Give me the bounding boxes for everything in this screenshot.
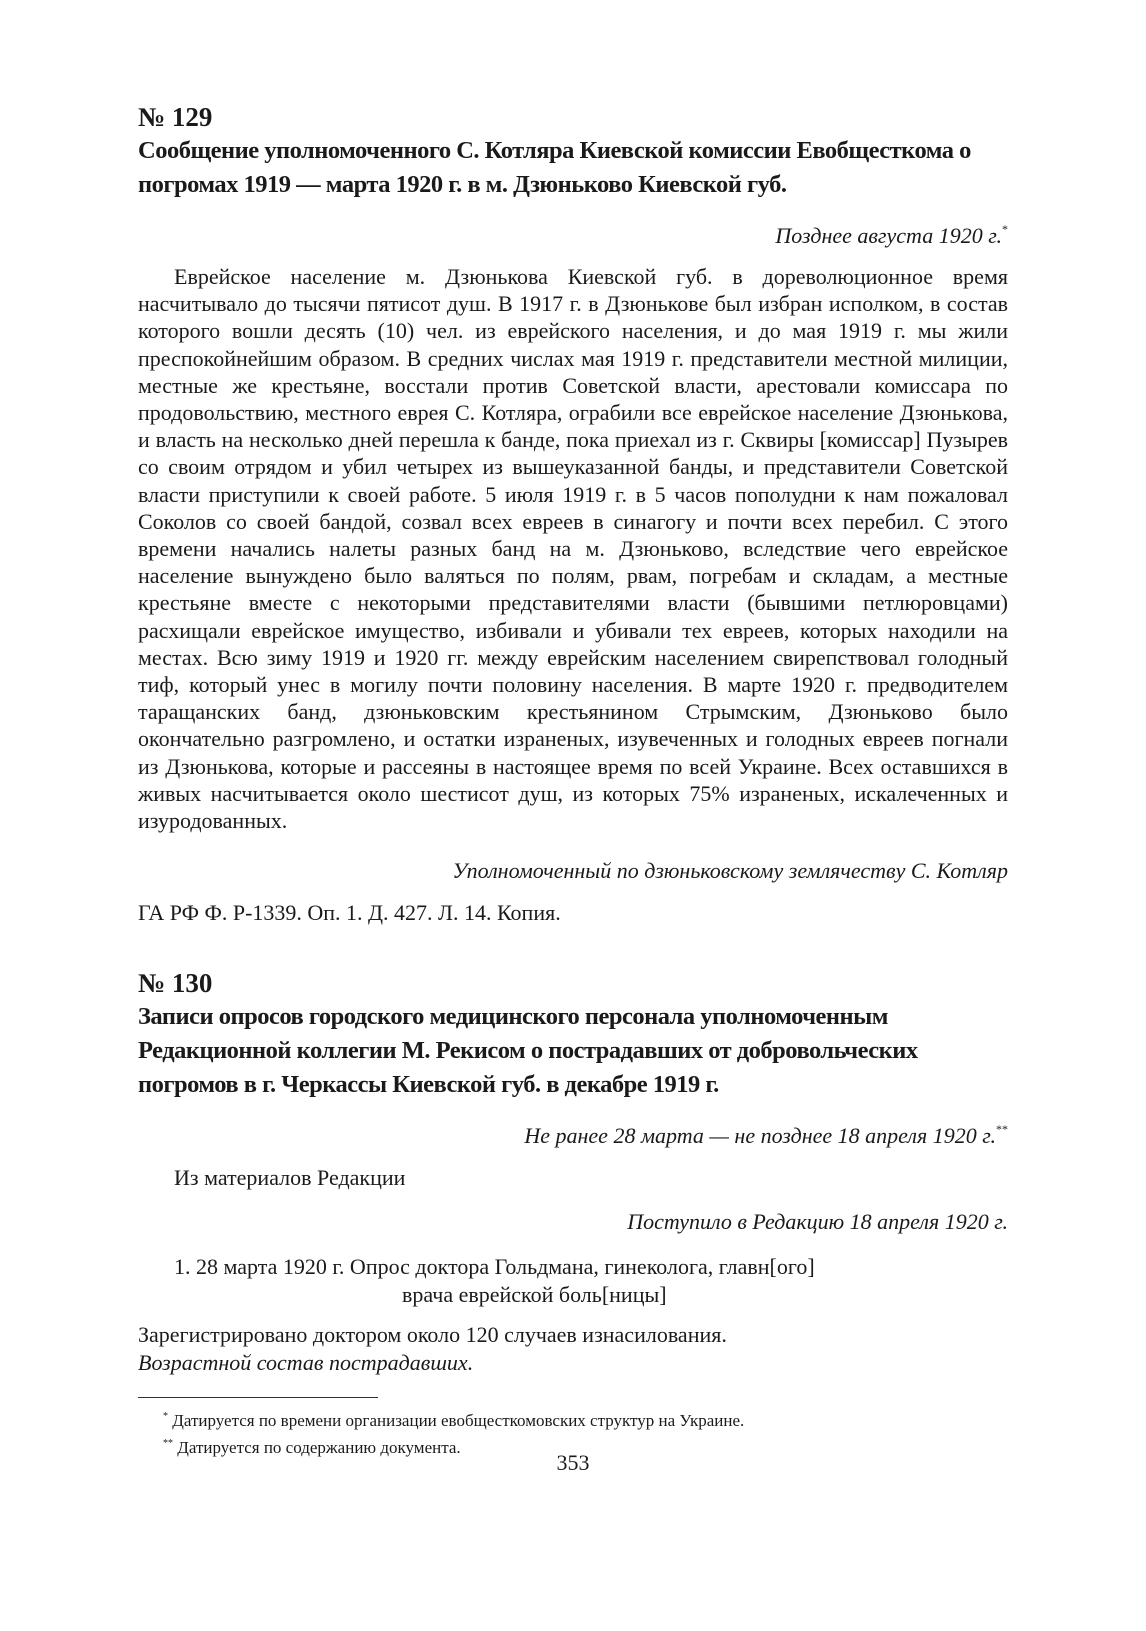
document-number: № 130 xyxy=(138,968,213,999)
age-composition-heading: Возрастной состав пострадавших. xyxy=(138,1350,474,1376)
footnote-1 xyxy=(163,1405,744,1432)
archive-reference: ГА РФ Ф. Р-1339. Оп. 1. Д. 427. Л. 14. Копия. xyxy=(138,900,561,926)
footnote-mark: ** xyxy=(996,1122,1008,1137)
footnote-mark: * xyxy=(163,1411,168,1422)
footnote-text: Датируется по времени организации евобщесткомовских структур на Украине. xyxy=(172,1411,745,1430)
date-text: Не ранее 28 марта — не позднее 18 апреля 1920 г. xyxy=(524,1123,996,1149)
received-date: Поступило в Редакцию 18 апреля 1920 г. xyxy=(627,1209,1008,1235)
document-129 xyxy=(138,100,1008,928)
document-title: Записи опросов городского медицинского персонала уполномоченным Редакционной коллегии М. Рекисом о пострадавших от добровольческих погромов в г. Черкассы Киевской губ. в декабре 1919 г. xyxy=(138,1003,918,1099)
footnote-mark: * xyxy=(1002,222,1008,236)
section-spacer xyxy=(138,928,1008,966)
signature: Уполномоченный по дзюньковскому землячеству С. Котляр xyxy=(452,858,1008,884)
document-number: № 129 xyxy=(138,102,213,132)
document-date xyxy=(138,214,1008,251)
source-note: Из материалов Редакции xyxy=(174,1165,406,1191)
interview-heading-line1: 1. 28 марта 1920 г. Опрос доктора Гольдмана, гинеколога, главн[ого] xyxy=(174,1254,815,1280)
date-text: Позднее августа 1920 г. xyxy=(775,223,1002,248)
document-130 xyxy=(138,966,1008,1377)
footnote-mark: ** xyxy=(163,1438,173,1449)
footnote-divider xyxy=(138,1397,378,1398)
interview-heading-line2: врача еврейской боль[ницы] xyxy=(402,1282,667,1308)
footnote-text: Датируется по содержанию документа. xyxy=(177,1438,461,1457)
page-number: 353 xyxy=(556,1450,590,1475)
interview-heading xyxy=(138,1253,1008,1309)
page-content xyxy=(138,100,1008,1377)
document-body: Еврейское население м. Дзюнькова Киевской губ. в дореволюционное время насчитывало до тысячи пятисот душ. В 1917 г. в Дзюнькове был избран исполком, в состав которого вошли десять (10) чел. из еврейского населения, и до мая 1919 г. мы жили преспокойнейшим образом. В средних числах мая 1919 г. представители местной милиции, местные же крестьяне, восстали против Советской власти, арестовали комиссара по продовольствию, местного еврея С. Котляра, ограбили все еврейское население Дзюнькова, и власть на несколько дней перешла к банде, пока приехал из г. Сквиры [комиссар] Пузырев со своим отрядом и убил четырех из вышеуказанной банды, и представители Советской власти приступили к своей работе. 5 июля 1919 г. в 5 часов пополудни к нам пожаловал Соколов со своей бандой, созвал всех евреев в синагогу и почти всех перебил. С этого времени начались налеты разных банд на м. Дзюньково, вследствие чего еврейское население вынуждено было валяться по полям, рвам, погребам и складам, а местные крестьяне вместе с некоторыми представителями власти (бывшими петлюровцами) расхищали еврейское имущество, избивали и убивали тех евреев, которых находили на местах. Всю зиму 1919 и 1920 гг. между еврейским населением свирепствовал голодный тиф, который унес в могилу почти половину населения. В марте 1920 г. предводителем таращанских банд, дзюньковским крестьянином Стрымским, Дзюньково было окончательно разгромлено, и остатки израненых, изувеченных и голодных евреев погнали из Дзюнькова, которые и рассеяны в настоящее время по всей Украине. Всех оставшихся в живых насчитывается около шестисот душ, из которых 75% израненых, искалеченных и изуродованных. xyxy=(138,264,1008,834)
document-date xyxy=(138,1114,1008,1151)
document-title: Сообщение уполномоченного С. Котляра Киевской комиссии Евобщесткома о погромах 1919 — марта 1920 г. в м. Дзюньково Киевской губ. xyxy=(138,137,971,198)
registered-cases: Зарегистрировано доктором около 120 случаев изнасилования. xyxy=(138,1322,727,1348)
